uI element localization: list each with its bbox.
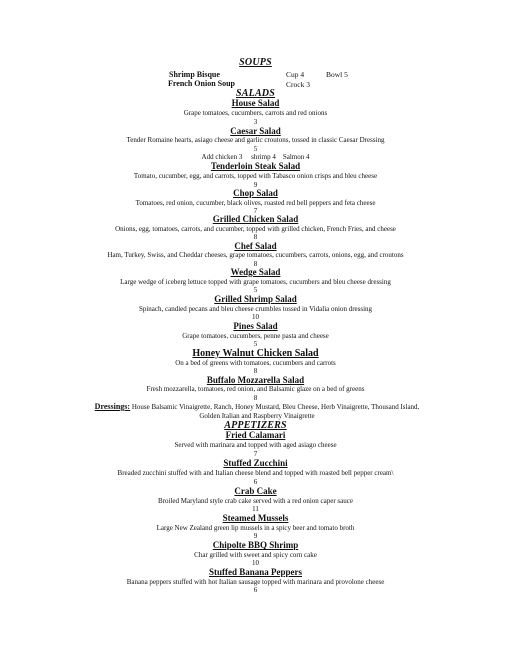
appetizer-item-price: 11: [252, 505, 259, 513]
appetizer-item-price: 6: [253, 478, 258, 486]
appetizer-item-desc: Served with marinara and topped with aged asiago cheese: [174, 441, 337, 449]
appetizer-item-desc: Char grilled with sweet and spicy corn cake: [194, 551, 317, 559]
dressings-line: Golden Italian and Raspberry Vinaigrette: [199, 412, 315, 420]
salad-item-name: Tenderloin Steak Salad: [210, 161, 301, 171]
salad-item-price: 5: [253, 286, 258, 294]
salad-item-name: Pines Salad: [233, 321, 278, 331]
salad-item-price: 7: [253, 207, 258, 215]
appetizer-item-price: 9: [253, 532, 258, 540]
salad-item-desc: Fresh mozzarella, tomatoes, red onion, and Balsamic glaze on a bed of greens: [146, 385, 365, 393]
appetizer-item-name: Chipolte BBQ Shrimp: [212, 540, 299, 550]
appetizer-item-desc: Broiled Maryland style crab cake served with a red onion caper sauce: [158, 497, 353, 505]
salad-item-price: 8: [253, 260, 258, 268]
salad-item-desc: Large wedge of iceberg lettuce topped with grape tomatoes, cucumbers and bleu cheese dressing: [120, 278, 391, 286]
soup-item-price: Cup 4: [286, 70, 305, 79]
salad-item-name: Caesar Salad: [230, 126, 281, 136]
soup-item-price: Crock 3: [286, 80, 310, 89]
salad-item-price: 9: [253, 181, 258, 189]
salads-heading: SALADS: [236, 88, 275, 99]
salad-item-price: 10: [252, 313, 259, 321]
soup-item-name: Shrimp Bisque: [169, 70, 220, 79]
salad-item-desc: Tomato, cucumber, egg, and carrots, topped with Tabasco onion crisps and bleu cheese: [133, 172, 378, 180]
salad-item-name: Chef Salad: [234, 241, 277, 251]
salad-item-desc: Onions, egg, tomatoes, carrots, and cucumber, topped with grilled chicken, French Fries, and cheese: [115, 225, 396, 233]
salad-item-desc: Spinach, candied pecans and bleu cheese crumbles tossed in Vidalia onion dressing: [138, 305, 373, 313]
appetizer-item-name: Stuffed Banana Peppers: [208, 567, 302, 577]
soup-item-price: Bowl 5: [326, 70, 348, 79]
appetizer-item-price: 6: [253, 586, 258, 594]
salad-item-name: Wedge Salad: [230, 267, 281, 277]
salad-item-price: 8: [253, 233, 258, 241]
salad-item-name: Grilled Shrimp Salad: [214, 294, 297, 304]
salad-item-name: Honey Walnut Chicken Salad: [192, 348, 319, 359]
appetizer-item-name: Steamed Mussels: [222, 513, 289, 523]
salad-item-price: 5: [253, 340, 258, 348]
appetizer-item-price: 7: [253, 450, 258, 458]
appetizer-item-name: Crab Cake: [234, 486, 277, 496]
dressings-label: Dressings:: [94, 402, 131, 411]
soups-heading: SOUPS: [239, 57, 272, 68]
salad-item-desc: Tender Romaine hearts, asiago cheese and garlic croutons, tossed in classic Caesar Dressing: [126, 136, 385, 144]
salad-item-price: 5: [253, 145, 258, 153]
salad-item-name: House Salad: [231, 98, 280, 108]
salad-item-desc: Grape tomatoes, cucumbers, penne pasta and cheese: [182, 332, 329, 340]
dressings-line: House Balsamic Vinaigrette, Ranch, Honey Mustard, Bleu Cheese, Herb Vinaigrette, Thousand Island,: [130, 403, 420, 411]
salad-item-desc: Grape tomatoes, cucumbers, carrots and red onions: [183, 109, 328, 117]
salad-addons: Add chicken 3 shrimp 4 Salmon 4: [201, 153, 310, 161]
salad-item-name: Buffalo Mozzarella Salad: [206, 375, 305, 385]
appetizer-item-desc: Banana peppers stuffed with hot Italian sausage topped with marinara and provolone cheese: [126, 578, 385, 586]
salad-item-desc: Ham, Turkey, Swiss, and Cheddar cheeses, grape tomatoes, cucumbers, carrots, onions, egg, and croutons: [107, 251, 404, 259]
soup-item-name: French Onion Soup: [168, 79, 235, 88]
appetizers-heading: APPETIZERS: [224, 420, 287, 431]
salad-item-price: 3: [253, 118, 258, 126]
appetizer-item-desc: Breaded zucchini stuffed with and Italian cheese blend and topped with roasted bell pepper cream\: [117, 469, 394, 477]
salad-item-name: Chop Salad: [233, 188, 278, 198]
appetizer-item-desc: Large New Zealand green lip mussels in a spicy beer and tomato broth: [156, 524, 355, 532]
appetizer-item-name: Fried Calamari: [225, 430, 286, 440]
salad-item-name: Grilled Chicken Salad: [212, 214, 299, 224]
appetizer-item-name: Stuffed Zucchini: [223, 458, 288, 468]
salad-item-price: 8: [253, 367, 258, 375]
salad-item-price: 8: [253, 394, 258, 402]
appetizer-item-price: 10: [252, 559, 259, 567]
salad-item-desc: On a bed of greens with tomatoes, cucumbers and carrots: [175, 359, 336, 367]
salad-item-desc: Tomatoes, red onion, cucumber, black olives, roasted red bell peppers and feta cheese: [135, 199, 376, 207]
dressings-list: [22, 402, 492, 421]
